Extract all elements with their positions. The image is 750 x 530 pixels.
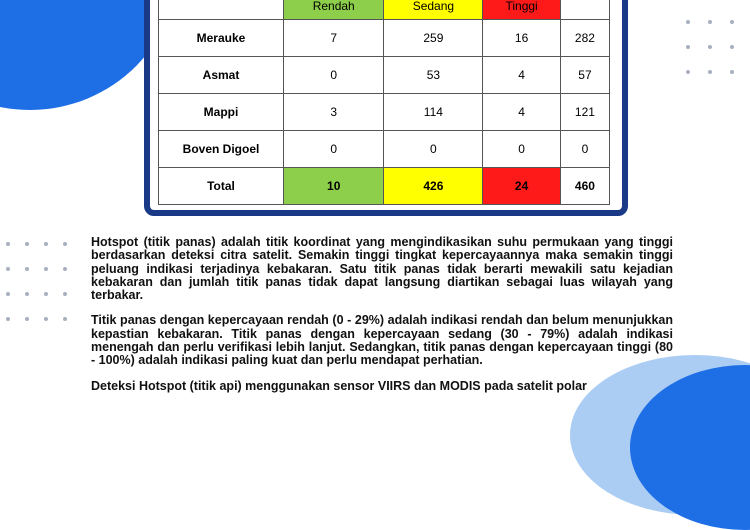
header-cell-tinggi: Tinggi [483, 0, 561, 20]
decorative-dots-top-right [686, 20, 734, 74]
table-row [159, 57, 610, 94]
row-name: Mappi [159, 94, 284, 131]
total-tinggi: 24 [483, 168, 561, 205]
cell-total: 57 [560, 57, 609, 94]
total-row-name: Total [159, 168, 284, 205]
table-row [159, 131, 610, 168]
total-sedang: 426 [384, 168, 483, 205]
cell-rendah: 3 [284, 94, 384, 131]
cell-sedang: 53 [384, 57, 483, 94]
header-cell-total [560, 0, 609, 20]
paragraph-hotspot-definition: Hotspot (titik panas) adalah titik koordinat yang mengindikasikan suhu permukaan yang tinggi berdasarkan deteksi citra satelit. Semakin tinggi tingkat kepercayaannya maka semakin tinggi peluang indikasi terjadinya kebakaran. Satu titik panas tidak berarti mewakili satu kejadian kebakaran dan jumlah titik panas tidak dapat langsung diartikan sebagai luas wilayah yang terbakar. [91, 235, 673, 303]
body-text [91, 236, 673, 405]
row-name: Asmat [159, 57, 284, 94]
cell-tinggi: 0 [483, 131, 561, 168]
hotspot-table [158, 0, 610, 205]
row-name: Boven Digoel [159, 131, 284, 168]
table-row [159, 20, 610, 57]
cell-total: 282 [560, 20, 609, 57]
cell-rendah: 7 [284, 20, 384, 57]
table-total-row [159, 168, 610, 205]
cell-sedang: 114 [384, 94, 483, 131]
cell-rendah: 0 [284, 131, 384, 168]
cell-tinggi: 16 [483, 20, 561, 57]
row-name: Merauke [159, 20, 284, 57]
cell-total: 0 [560, 131, 609, 168]
cell-tinggi: 4 [483, 94, 561, 131]
cell-total: 121 [560, 94, 609, 131]
paragraph-detection-sensors: Deteksi Hotspot (titik api) menggunakan sensor VIIRS dan MODIS pada satelit polar [91, 378, 587, 393]
header-cell-empty [159, 0, 284, 20]
cell-rendah: 0 [284, 57, 384, 94]
table-row [159, 94, 610, 131]
total-rendah: 10 [284, 168, 384, 205]
total-total: 460 [560, 168, 609, 205]
cell-sedang: 259 [384, 20, 483, 57]
header-cell-rendah: Rendah [284, 0, 384, 20]
cell-sedang: 0 [384, 131, 483, 168]
decorative-dots-left [6, 242, 67, 321]
paragraph-confidence-levels: Titik panas dengan kepercayaan rendah (0 - 29%) adalah indikasi rendah dan belum menunjukkan kepastian kebakaran. Titik panas dengan kepercayaan sedang (30 - 79%) adalah indikasi menengah dan perlu verifikasi lebih lanjut. Sedangkan, titik panas dengan kepercayaan tinggi (80 - 100%) adalah indikasi paling kuat dan perlu mendapat perhatian. [91, 313, 673, 368]
cell-tinggi: 4 [483, 57, 561, 94]
table-header-row [159, 0, 610, 20]
header-cell-sedang: Sedang [384, 0, 483, 20]
